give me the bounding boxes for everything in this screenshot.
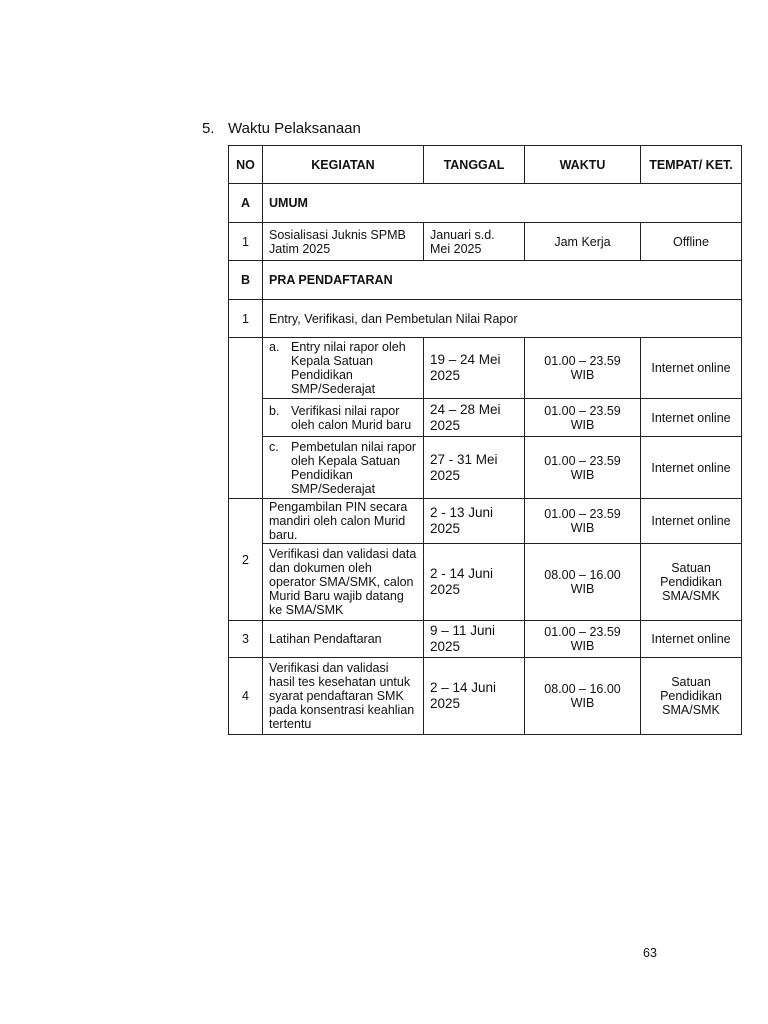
header-no: NO [229, 146, 263, 184]
cell-no-empty [229, 338, 263, 499]
cell-waktu: 08.00 – 16.00 WIB [525, 544, 641, 621]
cell-tempat: Satuan Pendidikan SMA/SMK [641, 658, 742, 735]
item-text: Verifikasi nilai rapor oleh calon Murid baru [291, 403, 412, 432]
table-row [229, 338, 742, 399]
cell-no: 3 [229, 621, 263, 658]
cell-kegiatan: Verifikasi dan validasi hasil tes kesehatan untuk syarat pendaftaran SMK pada konsentrasi keahlian tertentu [263, 658, 424, 735]
section-row-a [229, 184, 742, 223]
cell-no: 1 [229, 300, 263, 338]
table-row [229, 658, 742, 735]
header-tanggal: TANGGAL [424, 146, 525, 184]
table-row [229, 621, 742, 658]
cell-waktu: 01.00 – 23.59 WIB [525, 621, 641, 658]
cell-tanggal: 2 - 13 Juni 2025 [424, 499, 525, 544]
table-row [229, 300, 742, 338]
table-header-row [229, 146, 742, 184]
table-row [229, 223, 742, 261]
cell-waktu: 01.00 – 23.59 WIB [525, 399, 641, 437]
section-title: Waktu Pelaksanaan [228, 120, 361, 137]
cell-no: 1 [229, 223, 263, 261]
item-text: Entry nilai rapor oleh Kepala Satuan Pendidikan SMP/Sederajat [291, 340, 406, 396]
cell-tempat: Satuan Pendidikan SMA/SMK [641, 544, 742, 621]
cell-kegiatan: Entry, Verifikasi, dan Pembetulan Nilai Rapor [263, 300, 742, 338]
cell-waktu: 01.00 – 23.59 WIB [525, 499, 641, 544]
header-kegiatan: KEGIATAN [263, 146, 424, 184]
cell-waktu: 01.00 – 23.59 WIB [525, 338, 641, 399]
table-row [229, 399, 742, 437]
section-b-title: PRA PENDAFTARAN [263, 261, 742, 300]
page-number: 63 [643, 946, 657, 960]
cell-tempat: Internet online [641, 621, 742, 658]
cell-kegiatan [263, 338, 424, 399]
section-b-no: B [229, 261, 263, 300]
table-row [229, 437, 742, 499]
cell-tanggal: 19 – 24 Mei 2025 [424, 338, 525, 399]
cell-tempat: Internet online [641, 499, 742, 544]
section-a-title: UMUM [263, 184, 742, 223]
cell-tempat: Internet online [641, 399, 742, 437]
cell-waktu: Jam Kerja [525, 223, 641, 261]
cell-tanggal: 9 – 11 Juni 2025 [424, 621, 525, 658]
table-row [229, 544, 742, 621]
table-row [229, 499, 742, 544]
cell-kegiatan: Latihan Pendaftaran [263, 621, 424, 658]
header-tempat: TEMPAT/ KET. [641, 146, 742, 184]
schedule-table [228, 145, 742, 735]
cell-waktu: 08.00 – 16.00 WIB [525, 658, 641, 735]
cell-kegiatan [263, 399, 424, 437]
section-row-b [229, 261, 742, 300]
section-heading [202, 120, 361, 137]
cell-kegiatan: Sosialisasi Juknis SPMB Jatim 2025 [263, 223, 424, 261]
cell-tanggal: 24 – 28 Mei 2025 [424, 399, 525, 437]
header-waktu: WAKTU [525, 146, 641, 184]
cell-tanggal: 27 - 31 Mei 2025 [424, 437, 525, 499]
cell-tempat: Internet online [641, 338, 742, 399]
cell-tanggal: 2 – 14 Juni 2025 [424, 658, 525, 735]
cell-no: 4 [229, 658, 263, 735]
cell-tanggal: Januari s.d. Mei 2025 [424, 223, 525, 261]
cell-kegiatan [263, 437, 424, 499]
cell-kegiatan: Verifikasi dan validasi data dan dokumen oleh operator SMA/SMK, calon Murid Baru wajib datang ke SMA/SMK [263, 544, 424, 621]
item-letter: a. [269, 340, 280, 354]
cell-tempat: Offline [641, 223, 742, 261]
item-letter: c. [269, 439, 279, 454]
cell-no: 2 [229, 499, 263, 621]
cell-kegiatan: Pengambilan PIN secara mandiri oleh calon Murid baru. [263, 499, 424, 544]
cell-tempat: Internet online [641, 437, 742, 499]
item-letter: b. [269, 403, 280, 418]
section-a-no: A [229, 184, 263, 223]
item-text: Pembetulan nilai rapor oleh Kepala Satuan Pendidikan SMP/Sederajat [291, 439, 417, 496]
section-number: 5. [202, 120, 215, 137]
cell-waktu: 01.00 – 23.59 WIB [525, 437, 641, 499]
cell-tanggal: 2 - 14 Juni 2025 [424, 544, 525, 621]
